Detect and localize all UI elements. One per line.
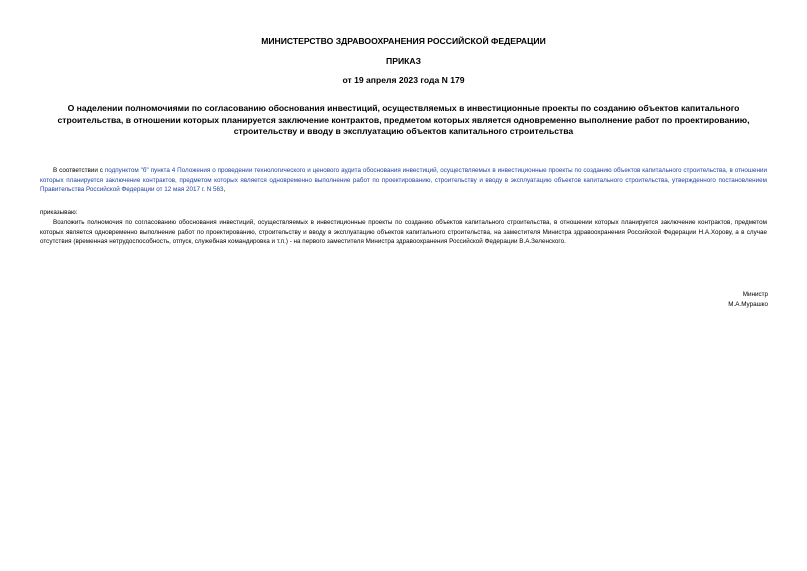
regulation-link[interactable]: подпунктом "б" пункта 4 Положения о проведении технологического и ценового аудита обоснования инвестиций, осуществляемых в инвестиционные проекты по созданию объектов капитального строительства, в отношении которых планируется заключение контрактов, предметом которых является одновременно выполнение работ по проектированию, строительству и вводу в эксплуатацию объектов капитального строительства, утвержденного постановлением Правительства Российской Федерации от 12 мая 2017 г. N 563 [40,167,768,193]
preamble-paragraph [40,166,767,195]
preamble-suffix: , [223,186,226,193]
signature-position: Министр [742,291,768,298]
doc-type-heading: ПРИКАЗ [386,56,421,66]
ministry-heading: МИНИСТЕРСТВО ЗДРАВООХРАНЕНИЯ РОССИЙСКОЙ ФЕДЕРАЦИИ [261,36,546,46]
order-title: О наделении полномочиями по согласованию обоснования инвестиций, осуществляемых в инвестиционные проекты по созданию объектов капитального строительства, в отношении которых планируется заключение контрактов, предметом которых является одновременно выполнение работ по проектированию, строительству и вводу в эксплуатацию объектов капитального строительства [57,103,750,136]
date-number-heading: от 19 апреля 2023 года N 179 [342,75,465,85]
order-word: приказываю: [40,209,78,216]
signature-name: М.А.Мурашко [728,301,768,308]
order-paragraph: Возложить полномочия по согласованию обоснования инвестиций, осуществляемых в инвестиционные проекты по созданию объектов капитального строительства, в отношении которых планируется заключение контрактов, предметом которых является одновременно выполнение работ по проектированию, строительству и вводу в эксплуатацию объектов капитального строительства, на заместителя Министра здравоохранения Российской Федерации Н.А.Хорову, а в случае отсутствия (временная нетрудоспособность, отпуск, служебная командировка и т.п.) - на первого заместителя Министра здравоохранения Российской Федерации В.А.Зеленского. [40,219,767,245]
preamble-prefix: В соответствии с [53,167,105,174]
